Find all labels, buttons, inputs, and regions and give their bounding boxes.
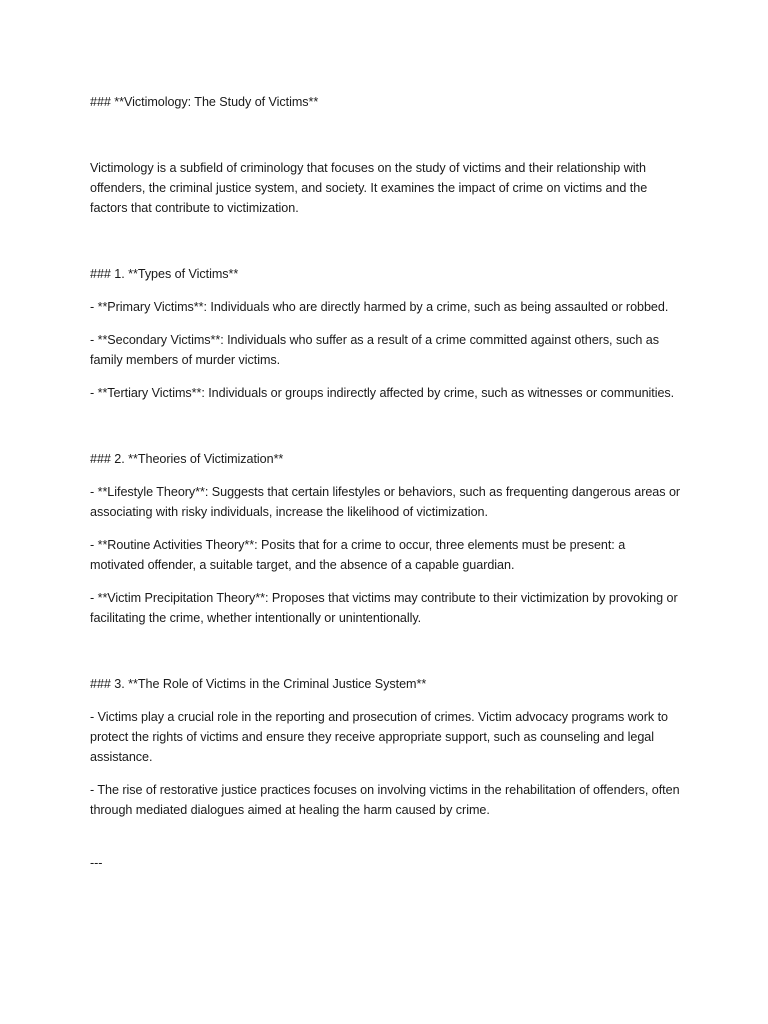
list-item: - **Victim Precipitation Theory**: Proposes that victims may contribute to their victimization by provoking or facilitating the crime, whether intentionally or unintentionally.: [90, 591, 678, 625]
list-item: - **Primary Victims**: Individuals who are directly harmed by a crime, such as being assaulted or robbed.: [90, 300, 669, 314]
section-role-of-victims: [90, 674, 682, 820]
section-types-of-victims: [90, 264, 682, 403]
section-heading: ### 2. **Theories of Victimization**: [90, 452, 284, 466]
list-item: - **Lifestyle Theory**: Suggests that certain lifestyles or behaviors, such as frequenting dangerous areas or associating with risky individuals, increase the likelihood of victimization.: [90, 485, 681, 519]
document-body: [90, 92, 682, 873]
document-title: ### **Victimology: The Study of Victims**: [90, 95, 319, 109]
list-item: - **Secondary Victims**: Individuals who suffer as a result of a crime committed against others, such as family members of murder victims.: [90, 333, 660, 367]
section-heading: ### 3. **The Role of Victims in the Criminal Justice System**: [90, 677, 427, 691]
intro-paragraph: Victimology is a subfield of criminology that focuses on the study of victims and their relationship with offenders, the criminal justice system, and society. It examines the impact of crime on victims and the factors that contribute to victimization.: [90, 161, 648, 215]
section-heading: ### 1. **Types of Victims**: [90, 267, 239, 281]
horizontal-rule-marker: ---: [90, 856, 103, 870]
list-item: - **Routine Activities Theory**: Posits that for a crime to occur, three elements must be present: a motivated offender, a suitable target, and the absence of a capable guardian.: [90, 538, 626, 572]
section-theories-of-victimization: [90, 449, 682, 628]
list-item: - The rise of restorative justice practices focuses on involving victims in the rehabilitation of offenders, often through mediated dialogues aimed at healing the harm caused by crime.: [90, 783, 680, 817]
list-item: - Victims play a crucial role in the reporting and prosecution of crimes. Victim advocacy programs work to protect the rights of victims and ensure they receive appropriate support, such as counseling and legal assistance.: [90, 710, 668, 764]
list-item: - **Tertiary Victims**: Individuals or groups indirectly affected by crime, such as witnesses or communities.: [90, 386, 675, 400]
